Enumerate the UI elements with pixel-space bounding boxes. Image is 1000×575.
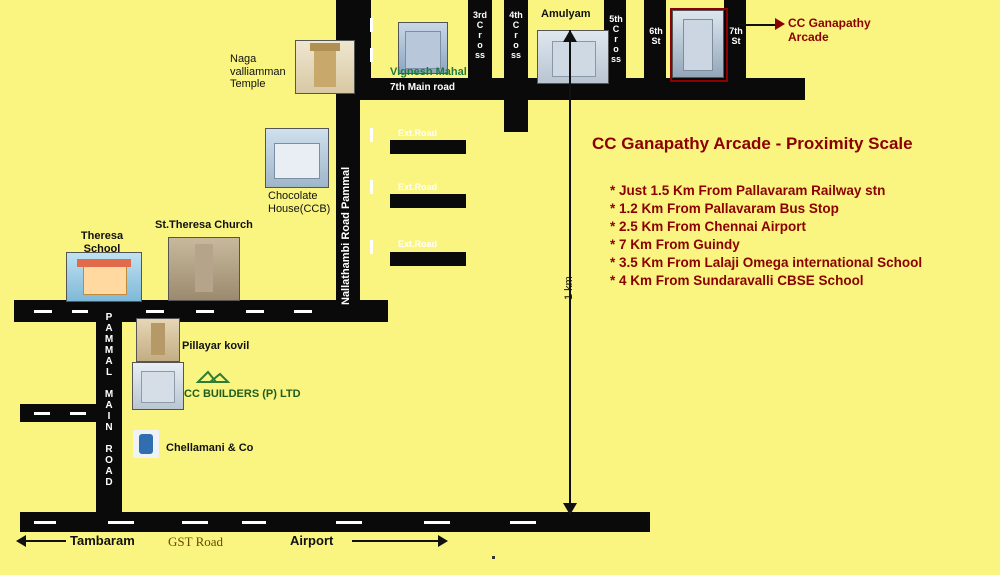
landmark-label-amulyam: Amulyam xyxy=(541,8,591,20)
road-label-5th-cross: 5th C r o ss xyxy=(609,14,623,64)
road-ext-1 xyxy=(390,140,466,154)
road-dash xyxy=(370,48,373,62)
scale-arrow xyxy=(569,30,571,515)
scale-label: 1 km xyxy=(563,276,575,300)
callout-line xyxy=(738,24,776,26)
road-dash xyxy=(146,310,164,313)
landmark-label-vignesh-mahal: Vignesh Mahal xyxy=(390,66,467,78)
road-dash xyxy=(108,521,134,524)
road-label-ext-2: Ext.Road xyxy=(398,182,438,192)
bottom-dot xyxy=(492,556,495,559)
road-label-ext-3: Ext.Road xyxy=(398,239,438,249)
road-label-pammal-main: P A M M A L M A I N R O A D xyxy=(104,312,114,488)
temple-photo xyxy=(295,40,355,94)
road-dash xyxy=(370,128,373,142)
road-ext-3 xyxy=(390,252,466,266)
road-label-3rd-cross: 3rd C r o ss xyxy=(472,10,487,60)
cc-ganapathy-arcade-photo xyxy=(672,10,724,78)
road-dash xyxy=(370,240,373,254)
info-bullet: * 7 Km From Guindy xyxy=(610,237,740,252)
road-label-7th-main: 7th Main road xyxy=(390,82,456,93)
label-tambaram: Tambaram xyxy=(70,533,135,548)
landmark-label-chellamani: Chellamani & Co xyxy=(166,442,254,454)
info-bullet: * 3.5 Km From Lalaji Omega international School xyxy=(610,255,923,270)
airport-arrow-head xyxy=(438,535,448,547)
road-dash xyxy=(424,521,450,524)
road-dash xyxy=(34,310,52,313)
road-dash xyxy=(70,412,86,415)
info-panel-title: CC Ganapathy Arcade - Proximity Scale xyxy=(592,134,913,153)
label-gst-road: GST Road xyxy=(168,534,224,549)
road-dash xyxy=(242,521,266,524)
airport-arrow-icon xyxy=(352,540,440,542)
landmark-label-church: St.Theresa Church xyxy=(155,219,253,231)
callout-label: CC Ganapathy Arcade xyxy=(788,16,871,44)
road-label-6th-st: 6th St xyxy=(649,26,663,46)
road-dash xyxy=(246,310,264,313)
pillayar-kovil-photo xyxy=(136,318,180,362)
info-panel-bullets xyxy=(610,182,922,290)
road-top-stub xyxy=(357,0,371,80)
road-dash xyxy=(510,521,536,524)
chellamani-photo xyxy=(133,430,159,458)
tambaram-arrow-icon xyxy=(20,540,66,542)
road-dash xyxy=(72,310,88,313)
cc-builders-logo-icon xyxy=(196,368,242,386)
chocolate-house-photo xyxy=(265,128,329,188)
info-bullet: * Just 1.5 Km From Pallavaram Railway stn xyxy=(610,183,886,198)
road-dash xyxy=(196,310,214,313)
info-bullet: * 2.5 Km From Chennai Airport xyxy=(610,219,807,234)
tambaram-arrow-head xyxy=(16,535,26,547)
road-label-7th-st: 7th St xyxy=(729,26,743,46)
road-dash xyxy=(370,180,373,194)
road-dash xyxy=(34,412,50,415)
info-bullet: * 1.2 Km From Pallavaram Bus Stop xyxy=(610,201,839,216)
label-airport: Airport xyxy=(290,533,334,548)
landmark-label-temple: Naga valliamman Temple xyxy=(230,53,286,91)
info-bullet: * 4 Km From Sundaravalli CBSE School xyxy=(610,273,864,288)
road-dash xyxy=(34,521,56,524)
road-dash xyxy=(294,310,312,313)
road-label-nallathambi: Nallathambi Road Pammal xyxy=(340,166,352,305)
road-dash xyxy=(336,521,362,524)
road-left-spur xyxy=(20,404,98,422)
landmark-label-school: Theresa School xyxy=(80,230,124,255)
road-dash xyxy=(370,18,373,32)
road-label-ext-1: Ext.Road xyxy=(398,128,438,138)
scale-arrow-head-bottom xyxy=(563,503,577,515)
cc-builders-photo xyxy=(132,362,184,410)
landmark-label-chocolate-house: Chocolate House(CCB) xyxy=(268,190,331,215)
school-photo xyxy=(66,252,142,302)
landmark-label-cc-builders: CC BUILDERS (P) LTD xyxy=(184,388,301,400)
road-dash xyxy=(182,521,208,524)
scale-arrow-head-top xyxy=(563,30,577,42)
road-ext-2 xyxy=(390,194,466,208)
landmark-label-pillayar-kovil: Pillayar kovil xyxy=(182,340,250,352)
church-photo xyxy=(168,237,240,301)
road-label-4th-cross: 4th C r o ss xyxy=(509,10,523,60)
callout-arrow-head xyxy=(775,18,785,30)
